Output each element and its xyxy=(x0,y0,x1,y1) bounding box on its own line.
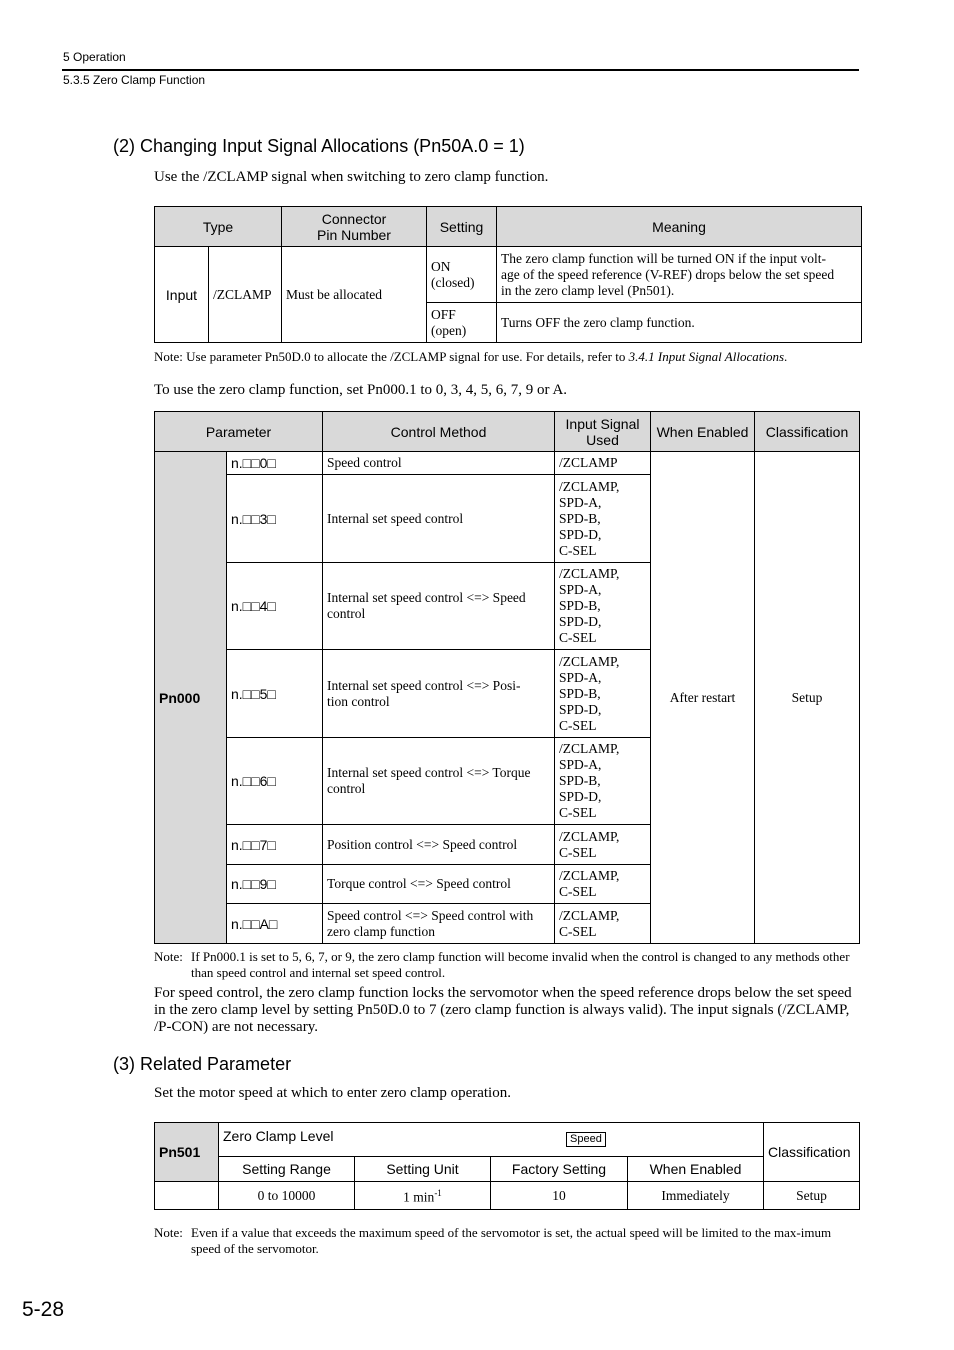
note3 xyxy=(154,1225,859,1257)
page-number: 5-28 xyxy=(22,1298,65,1321)
classification-value: Setup xyxy=(755,452,860,944)
section3-heading: (3) Related Parameter xyxy=(113,1054,292,1074)
section2-heading: (2) Changing Input Signal Allocations (Pn50A.0 = 1) xyxy=(113,136,525,156)
param-code: n.□□4□ xyxy=(227,563,323,650)
header-rule xyxy=(62,69,859,71)
speed-badge: Speed xyxy=(566,1132,606,1147)
input-signals: /ZCLAMP, C-SEL xyxy=(555,825,651,865)
param-pn501: Pn501 xyxy=(155,1123,219,1182)
signal-allocation-table xyxy=(154,206,862,343)
control-method-table xyxy=(154,411,860,944)
col-connector: Connector Pin Number xyxy=(282,207,427,247)
unit-exponent: -1 xyxy=(434,1188,442,1199)
control-method: Speed control <=> Speed control with zero clamp function xyxy=(323,904,555,944)
signal-name: /ZCLAMP xyxy=(209,247,282,343)
param-code: n.□□A□ xyxy=(227,904,323,944)
col-input-signal: Input Signal Used xyxy=(555,412,651,452)
col-control-method: Control Method xyxy=(323,412,555,452)
col-setting-range: Setting Range xyxy=(219,1157,355,1182)
param-code: n.□□9□ xyxy=(227,865,323,904)
blank-cell xyxy=(155,1182,219,1210)
header-chapter: 5 Operation xyxy=(63,50,126,64)
col-meaning: Meaning xyxy=(497,207,862,247)
col-setting-unit: Setting Unit xyxy=(355,1157,491,1182)
col-type: Type xyxy=(155,207,282,247)
note1-text: Note: Use parameter Pn50D.0 to allocate the /ZCLAMP signal for use. For details, refer to xyxy=(154,349,629,364)
when-enabled-value: Immediately xyxy=(628,1182,764,1210)
factory-setting-value: 10 xyxy=(491,1182,628,1210)
pin-number: Must be allocated xyxy=(282,247,427,343)
control-method: Internal set speed control <=> Posi- tion control xyxy=(323,650,555,738)
section2-intro: Use the /ZCLAMP signal when switching to zero clamp function. xyxy=(154,169,549,185)
setting-on: ON (closed) xyxy=(427,247,497,303)
param-name-cell xyxy=(219,1123,764,1157)
related-parameter-table xyxy=(154,1122,860,1210)
setting-unit-value xyxy=(355,1182,491,1210)
control-method: Internal set speed control <=> Torque control xyxy=(323,738,555,825)
col-when-enabled: When Enabled xyxy=(628,1157,764,1182)
meaning-off: Turns OFF the zero clamp function. xyxy=(497,303,862,343)
col-setting: Setting xyxy=(427,207,497,247)
setting-off: OFF (open) xyxy=(427,303,497,343)
input-signals: /ZCLAMP, SPD-A, SPD-B, SPD-D, C-SEL xyxy=(555,650,651,738)
col-classification: Classification xyxy=(755,412,860,452)
note3-text: Even if a value that exceeds the maximum speed of the servomotor is set, the actual speed will be limited to the max-imum speed of the servomotor. xyxy=(191,1225,832,1256)
input-signals: /ZCLAMP, SPD-A, SPD-B, SPD-D, C-SEL xyxy=(555,563,651,650)
note2-text: If Pn000.1 is set to 5, 6, 7, or 9, the zero clamp function will become invalid when the control is changed to any methods other than speed control and internal set speed control. xyxy=(191,949,850,980)
input-signals: /ZCLAMP xyxy=(555,452,651,475)
setting-range-value: 0 to 10000 xyxy=(219,1182,355,1210)
control-method: Internal set speed control <=> Speed control xyxy=(323,563,555,650)
note3-label: Note: xyxy=(154,1225,183,1240)
input-signals: /ZCLAMP, SPD-A, SPD-B, SPD-D, C-SEL xyxy=(555,475,651,563)
pn000-paragraph: To use the zero clamp function, set Pn000.1 to 0, 3, 4, 5, 6, 7, 9 or A. xyxy=(154,382,568,398)
col-parameter: Parameter xyxy=(155,412,323,452)
note2-label: Note: xyxy=(154,949,183,964)
param-code: n.□□0□ xyxy=(227,452,323,475)
note1-reference[interactable]: 3.4.1 Input Signal Allocations xyxy=(628,349,785,364)
input-signals: /ZCLAMP, C-SEL xyxy=(555,904,651,944)
input-signals: /ZCLAMP, C-SEL xyxy=(555,865,651,904)
speed-control-paragraph: For speed control, the zero clamp function locks the servomotor when the speed reference drops below the set speed in the zero clamp level by setting Pn50D.0 to 7 (zero clamp function is always valid). The input signals (/ZCLAMP, /P-CON) are not necessary. xyxy=(154,985,852,1035)
control-method: Speed control xyxy=(323,452,555,475)
control-method: Torque control <=> Speed control xyxy=(323,865,555,904)
note2 xyxy=(154,949,859,981)
meaning-on: The zero clamp function will be turned ON if the input volt- age of the speed reference (V-REF) drops below the set speed in the zero clamp level (Pn501). xyxy=(497,247,862,303)
unit-text: 1 min xyxy=(403,1189,435,1205)
note1 xyxy=(154,349,787,365)
input-signals: /ZCLAMP, SPD-A, SPD-B, SPD-D, C-SEL xyxy=(555,738,651,825)
param-code: n.□□5□ xyxy=(227,650,323,738)
param-code: n.□□6□ xyxy=(227,738,323,825)
classification-header: Classification xyxy=(764,1123,860,1182)
section3-intro: Set the motor speed at which to enter zero clamp operation. xyxy=(154,1085,511,1101)
param-code: n.□□3□ xyxy=(227,475,323,563)
col-factory-setting: Factory Setting xyxy=(491,1157,628,1182)
header-section: 5.3.5 Zero Clamp Function xyxy=(63,73,206,87)
control-method: Internal set speed control xyxy=(323,475,555,563)
control-method: Position control <=> Speed control xyxy=(323,825,555,865)
classification-value: Setup xyxy=(764,1182,860,1210)
param-name: Zero Clamp Level xyxy=(223,1128,334,1144)
param-pn000: Pn000 xyxy=(155,452,227,944)
note1-end: . xyxy=(784,349,788,364)
when-enabled-value: After restart xyxy=(651,452,755,944)
col-when-enabled: When Enabled xyxy=(651,412,755,452)
param-code: n.□□7□ xyxy=(227,825,323,865)
type-input: Input xyxy=(155,247,209,343)
